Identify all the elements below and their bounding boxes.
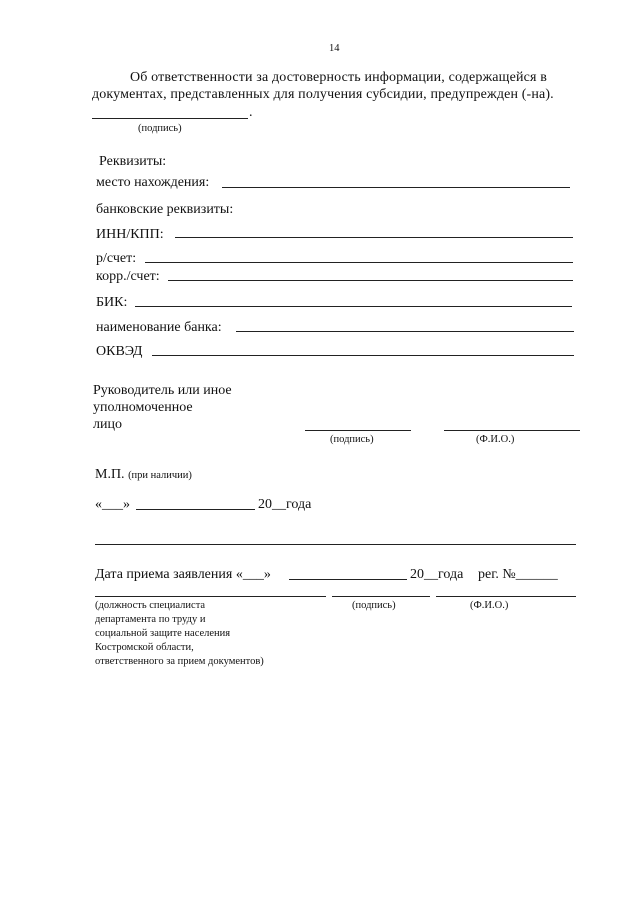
stamp-line [95, 466, 192, 483]
head-signature-field[interactable] [305, 430, 411, 431]
specialist-position-field[interactable] [95, 596, 326, 597]
location-label: место нахождения: [96, 175, 210, 190]
bank-name-field[interactable] [236, 331, 574, 332]
stamp-note: (при наличии) [128, 470, 192, 481]
specialist-fio-caption: (Ф.И.О.) [470, 600, 509, 611]
account-field[interactable] [145, 262, 573, 263]
bank-name-label: наименование банка: [96, 320, 222, 335]
corr-account-label: корр./счет: [96, 269, 160, 284]
head-fio-caption: (Ф.И.О.) [476, 434, 515, 445]
receipt-year-text: 20__года [410, 567, 464, 582]
head-line-3: лицо [93, 417, 122, 432]
page-number: 14 [329, 43, 340, 54]
receipt-label: Дата приема заявления «___» [95, 567, 271, 582]
specialist-line-1: (должность специалиста [95, 600, 206, 611]
corr-account-field[interactable] [168, 280, 573, 281]
separator-line [95, 544, 576, 545]
receipt-reg-label: рег. №______ [478, 567, 558, 582]
inn-kpp-field[interactable] [175, 237, 573, 238]
bik-label: БИК: [96, 295, 128, 310]
specialist-signature-field[interactable] [332, 596, 430, 597]
statement-line-2: документах, представленных для получения субсидии, предупрежден (-на). [92, 87, 554, 102]
head-fio-field[interactable] [444, 430, 580, 431]
date-month-field[interactable] [136, 509, 255, 510]
head-line-2: уполномоченное [93, 400, 193, 415]
specialist-line-5: ответственного за прием документов) [95, 656, 264, 667]
specialist-fio-field[interactable] [436, 596, 576, 597]
specialist-line-2: департамента по труду и [95, 614, 206, 625]
statement-line-1: Об ответственности за достоверность информации, содержащейся в [130, 70, 547, 85]
statement-period: . [249, 105, 253, 120]
account-label: р/счет: [96, 251, 137, 266]
head-line-1: Руководитель или иное [93, 383, 232, 398]
head-sign-caption: (подпись) [330, 434, 374, 445]
date-day-quote: «___» [95, 497, 130, 512]
statement-signature-line[interactable] [92, 118, 248, 119]
okved-field[interactable] [152, 355, 574, 356]
requisites-title: Реквизиты: [99, 154, 167, 169]
date-year-text: 20__года [258, 497, 312, 512]
stamp-label: М.П. [95, 467, 125, 482]
specialist-line-4: Костромской области, [95, 642, 194, 653]
inn-kpp-label: ИНН/КПП: [96, 227, 164, 242]
statement-sign-caption: (подпись) [138, 123, 182, 134]
specialist-sign-caption: (подпись) [352, 600, 396, 611]
location-field[interactable] [222, 187, 570, 188]
okved-label: ОКВЭД [96, 344, 143, 359]
bank-details-label: банковские реквизиты: [96, 202, 234, 217]
specialist-line-3: социальной защите населения [95, 628, 231, 639]
bik-field[interactable] [135, 306, 572, 307]
receipt-month-field[interactable] [289, 579, 407, 580]
